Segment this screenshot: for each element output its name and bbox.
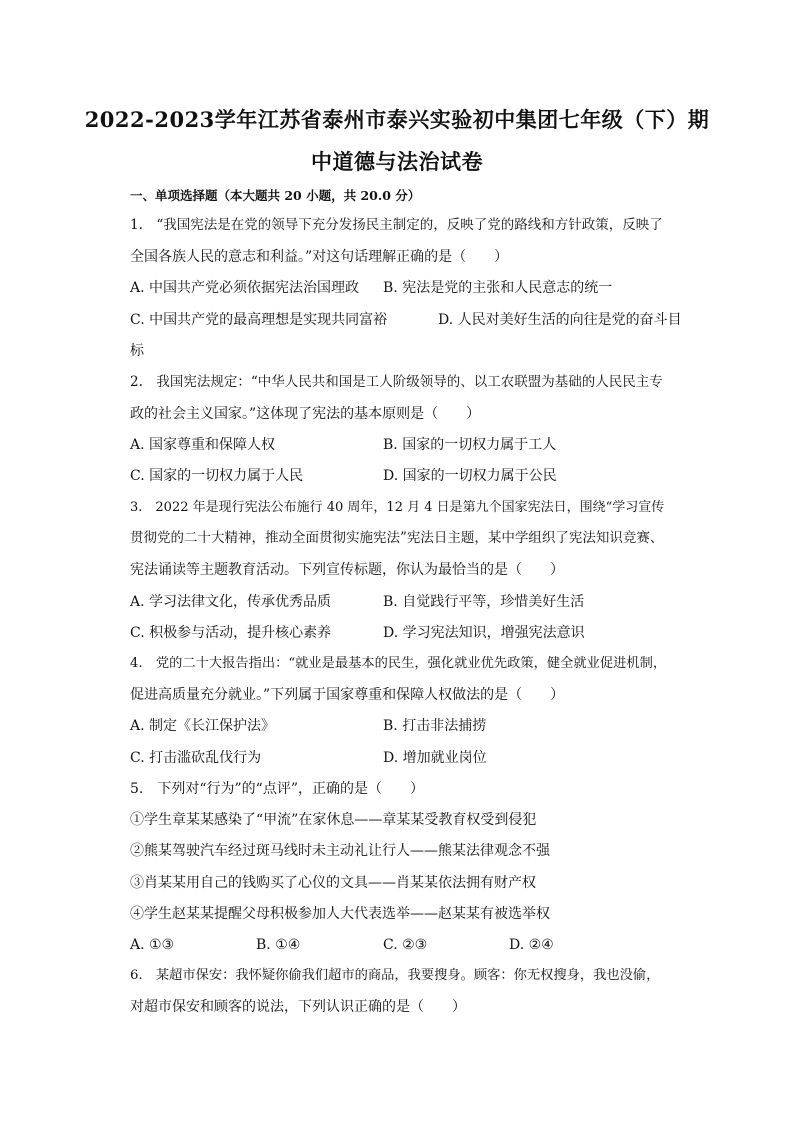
question-4-option-a: A. 制定《长江保护法》 bbox=[130, 718, 276, 734]
question-5-option-d: D. ②④ bbox=[509, 937, 554, 953]
question-3-stem-line-3: 宪法诵读等主题教育活动。下列宣传标题，你认为最恰当的是（ ） bbox=[130, 562, 564, 578]
question-6-stem-line-1: 6. 某超市保安：我怀疑你偷我们超市的商品，我要搜身。顾客：你无权搜身，我也没偷， bbox=[130, 968, 660, 983]
question-4-option-d: D. 增加就业岗位 bbox=[383, 750, 487, 766]
question-5-statement-2: ②熊某驾驶汽车经过斑马线时未主动礼让行人——熊某法律观念不强 bbox=[130, 843, 550, 859]
question-5-statement-4: ④学生赵某某提醒父母积极参加人大代表选举——赵某某有被选举权 bbox=[130, 906, 550, 922]
question-2-option-b: B. 国家的一切权力属于工人 bbox=[383, 437, 557, 453]
question-2-option-a: A. 国家尊重和保障人权 bbox=[130, 437, 276, 453]
question-1-option-a: A. 中国共产党必须依据宪法治国理政 bbox=[130, 280, 360, 296]
exam-title-line-2: 中道德与法治试卷 bbox=[311, 149, 483, 174]
question-5-option-a: A. ①③ bbox=[130, 937, 175, 953]
question-1-option-d: D. 人民对美好生活的向往是党的奋斗目 bbox=[438, 312, 682, 328]
question-2-stem-line-2: 政的社会主义国家。”这体现了宪法的基本原则是（ ） bbox=[130, 406, 481, 422]
question-1-option-d-wrap: 标 bbox=[130, 343, 144, 359]
question-3-stem-line-2: 贯彻党的二十大精神，推动全面贯彻实施宪法”宪法日主题，某中学组织了宪法知识竞赛、 bbox=[130, 530, 664, 546]
question-4-stem-line-2: 促进高质量充分就业。”下列属于国家尊重和保障人权做法的是（ ） bbox=[130, 687, 565, 703]
question-1-stem-line-1: 1. “我国宪法是在党的领导下充分发扬民主制定的，反映了党的路线和方针政策，反映了 bbox=[130, 217, 663, 233]
question-5-statement-1: ①学生章某某感染了“甲流”在家休息——章某某受教育权受到侵犯 bbox=[130, 812, 537, 828]
question-1-option-c: C. 中国共产党的最高理想是实现共同富裕 bbox=[130, 312, 388, 328]
question-4-option-c: C. 打击滥砍乱伐行为 bbox=[130, 750, 262, 766]
question-3-option-b: B. 自觉践行平等，珍惜美好生活 bbox=[383, 594, 585, 610]
question-2-option-c: C. 国家的一切权力属于人民 bbox=[130, 468, 304, 484]
question-2-option-d: D. 国家的一切权力属于公民 bbox=[383, 468, 557, 484]
question-6-stem-line-2: 对超市保安和顾客的说法，下列认识正确的是（ ） bbox=[130, 999, 466, 1015]
question-3-stem-line-1: 3. 2022 年是现行宪法公布施行 40 周年，12 月 4 日是第九个国家宪法日，围绕“学习宣传 bbox=[130, 500, 665, 515]
question-3-option-d: D. 学习宪法知识，增强宪法意识 bbox=[383, 625, 585, 641]
question-2-stem-line-1: 2. 我国宪法规定：“中华人民共和国是工人阶级领导的、以工农联盟为基础的人民民主专 bbox=[130, 374, 663, 390]
question-5-option-c: C. ②③ bbox=[383, 937, 428, 953]
question-5-stem-line-1: 5. 下列对“行为”的“点评”，正确的是（ ） bbox=[130, 781, 424, 797]
question-5-statement-3: ③肖某某用自己的钱购买了心仪的文具——肖某某依法拥有财产权 bbox=[130, 875, 536, 891]
question-1-option-b: B. 宪法是党的主张和人民意志的统一 bbox=[383, 280, 613, 296]
question-5-option-b: B. ①④ bbox=[256, 937, 301, 953]
question-4-option-b: B. 打击非法捕捞 bbox=[383, 718, 487, 734]
question-3-option-c: C. 积极参与活动，提升核心素养 bbox=[130, 625, 332, 641]
question-1-stem-line-2: 全国各族人民的意志和利益。”对这句话理解正确的是（ ） bbox=[130, 249, 509, 265]
question-3-option-a: A. 学习法律文化，传承优秀品质 bbox=[130, 594, 332, 610]
exam-title-line-1: 2022-2023学年江苏省泰州市泰兴实验初中集团七年级（下）期 bbox=[84, 107, 710, 132]
question-4-stem-line-1: 4. 党的二十大报告指出：“就业是最基本的民生，强化就业优先政策，健全就业促进机制， bbox=[130, 656, 667, 671]
section-heading: 一、单项选择题（本大题共 20 小题，共 20.0 分） bbox=[130, 188, 421, 203]
